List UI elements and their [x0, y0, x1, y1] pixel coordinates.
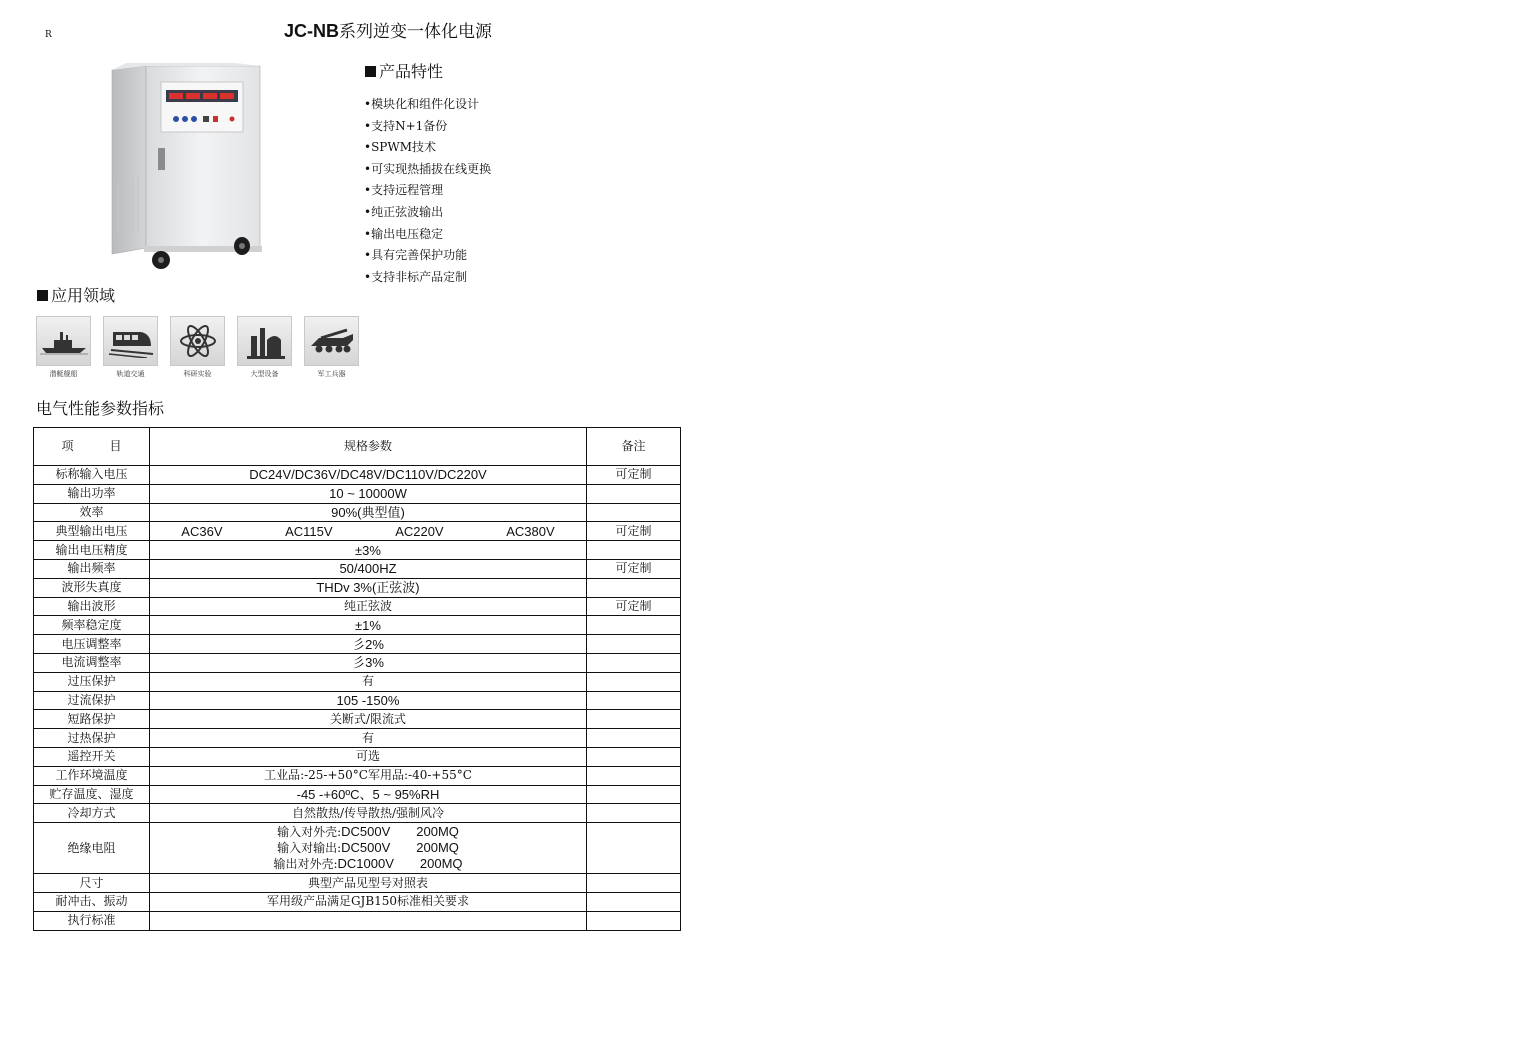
row-note: [587, 710, 681, 729]
table-row: [34, 747, 681, 766]
row-item: 频率稳定度: [34, 616, 150, 635]
row-spec: 有: [150, 729, 587, 748]
row-note: [587, 874, 681, 893]
page-title: [284, 17, 492, 42]
row-note: [587, 691, 681, 710]
row-item: 短路保护: [34, 710, 150, 729]
insulation-line: 输入对外壳:DC500V 200MQ: [277, 824, 459, 840]
table-row: [34, 874, 681, 893]
table-row: [34, 804, 681, 823]
table-row: [34, 892, 681, 911]
row-spec: 50/400HZ: [150, 559, 587, 578]
row-item: 输出电压精度: [34, 541, 150, 560]
table-row: [34, 522, 681, 541]
table-row: [34, 911, 681, 930]
row-item: 工作环境温度: [34, 766, 150, 785]
table-row: [34, 635, 681, 654]
row-spec: 105 -150%: [150, 691, 587, 710]
header-spec: 规格参数: [150, 428, 587, 466]
row-item: 遥控开关: [34, 747, 150, 766]
row-note: [587, 635, 681, 654]
application-item: [36, 316, 91, 379]
row-spec: 关断式/限流式: [150, 710, 587, 729]
row-spec: 10 ~ 10000W: [150, 484, 587, 503]
row-spec: 典型产品见型号对照表: [150, 874, 587, 893]
square-bullet-icon: [365, 66, 376, 77]
atom-icon: [170, 316, 225, 366]
row-note: [587, 892, 681, 911]
row-item: 绝缘电阻: [34, 823, 150, 874]
row-spec: 军用级产品满足GJB150标准相关要求: [150, 892, 587, 911]
table-row: [34, 597, 681, 616]
row-note: [587, 484, 681, 503]
row-note: [587, 785, 681, 804]
row-spec: [150, 823, 587, 874]
row-item: 耐冲击、振动: [34, 892, 150, 911]
row-item: 输出功率: [34, 484, 150, 503]
product-cabinet-image: [106, 60, 268, 274]
row-note: [587, 672, 681, 691]
features-heading: 产品特性: [365, 59, 443, 82]
row-spec: ±1%: [150, 616, 587, 635]
military-vehicle-icon: [304, 316, 359, 366]
table-row: [34, 541, 681, 560]
row-note: [587, 616, 681, 635]
title-code: JC-NB: [284, 21, 340, 41]
row-note: 可定制: [587, 522, 681, 541]
row-item: 执行标准: [34, 911, 150, 930]
title-name: 系列逆变一体化电源: [339, 22, 493, 42]
table-row: [34, 578, 681, 597]
table-row: [34, 653, 681, 672]
row-spec: ±3%: [150, 541, 587, 560]
feature-item: •支持非标产品定制: [364, 269, 468, 284]
table-row: [34, 710, 681, 729]
factory-icon: [237, 316, 292, 366]
feature-item: •输出电压稳定: [364, 226, 444, 241]
voltage-option: AC36V: [181, 523, 223, 539]
row-note: [587, 653, 681, 672]
train-icon: [103, 316, 158, 366]
row-item: 波形失真度: [34, 578, 150, 597]
row-spec: 有: [150, 672, 587, 691]
row-note: [587, 729, 681, 748]
row-spec: 工业品:-25-+50°C军用品:-40-+55°C: [150, 766, 587, 785]
row-spec: [150, 522, 587, 541]
feature-item: •具有完善保护功能: [364, 248, 468, 263]
row-item: 典型输出电压: [34, 522, 150, 541]
row-spec: 彡2%: [150, 635, 587, 654]
row-note: 可定制: [587, 466, 681, 485]
row-item: 尺寸: [34, 874, 150, 893]
table-row: [34, 484, 681, 503]
application-label: 科研实验: [183, 370, 212, 378]
row-spec: 纯正弦波: [150, 597, 587, 616]
feature-item: •模块化和组件化设计: [364, 97, 480, 111]
insulation-line: 输入对输出:DC500V 200MQ: [277, 840, 459, 856]
table-row: [34, 559, 681, 578]
row-item: 过流保护: [34, 691, 150, 710]
table-row: [34, 766, 681, 785]
application-item: [237, 316, 292, 379]
row-note: [587, 823, 681, 874]
application-label: 大型设备: [250, 370, 279, 378]
voltage-option: AC115V: [285, 523, 333, 539]
row-item: 过热保护: [34, 729, 150, 748]
row-spec: THDv 3%(正弦波): [150, 578, 587, 597]
feature-item: •SPWM技术: [364, 140, 436, 155]
table-row: [34, 503, 681, 522]
table-row: [34, 466, 681, 485]
row-item: 标称输入电压: [34, 466, 150, 485]
application-item: [170, 316, 225, 379]
row-item: 过压保护: [34, 672, 150, 691]
applications-heading: 应用领域: [37, 283, 115, 306]
header-note: 备注: [587, 428, 681, 466]
feature-item: •支持远程管理: [364, 183, 444, 198]
application-item: [103, 316, 158, 379]
row-note: [587, 747, 681, 766]
row-item: 冷却方式: [34, 804, 150, 823]
row-note: [587, 804, 681, 823]
params-heading: 电气性能参数指标: [36, 399, 165, 418]
row-spec: 90%(典型值): [150, 503, 587, 522]
row-item: 输出波形: [34, 597, 150, 616]
table-row: [34, 823, 681, 874]
row-spec: 彡3%: [150, 653, 587, 672]
feature-item: •纯正弦波输出: [364, 204, 444, 219]
voltage-option: AC220V: [395, 523, 444, 539]
registered-mark: R: [45, 30, 52, 40]
row-item: 效率: [34, 503, 150, 522]
row-note: [587, 766, 681, 785]
row-note: 可定制: [587, 559, 681, 578]
applications-list: [36, 316, 359, 379]
feature-item: •支持N+1备份: [364, 118, 448, 133]
application-label: 轨道交通: [116, 370, 145, 378]
insulation-line: 输出对外壳:DC1000V 200MQ: [273, 856, 463, 872]
row-item: 电流调整率: [34, 653, 150, 672]
row-note: [587, 503, 681, 522]
spec-table: [33, 427, 681, 931]
row-spec: [150, 911, 587, 930]
application-label: 潜艇舰船: [49, 370, 78, 378]
table-header-row: [34, 428, 681, 466]
row-note: 可定制: [587, 597, 681, 616]
row-spec: DC24V/DC36V/DC48V/DC110V/DC220V: [150, 466, 587, 485]
table-row: [34, 729, 681, 748]
row-note: [587, 541, 681, 560]
row-note: [587, 911, 681, 930]
voltage-option: AC380V: [506, 523, 555, 539]
square-bullet-icon: [37, 290, 48, 301]
row-note: [587, 578, 681, 597]
table-row: [34, 616, 681, 635]
row-item: 输出频率: [34, 559, 150, 578]
ship-icon: [36, 316, 91, 366]
row-item: 电压调整率: [34, 635, 150, 654]
table-row: [34, 691, 681, 710]
table-row: [34, 785, 681, 804]
application-item: [304, 316, 359, 379]
application-label: 军工兵器: [317, 370, 346, 378]
header-item: 项 目: [34, 428, 150, 466]
features-list: [364, 94, 491, 288]
row-item: 贮存温度、湿度: [34, 785, 150, 804]
feature-item: •可实现热插拔在线更换: [364, 161, 492, 176]
row-spec: 自然散热/传导散热/强制风冷: [150, 804, 587, 823]
row-spec: 可选: [150, 747, 587, 766]
row-spec: -45 -+60ºC、5 ~ 95%RH: [150, 785, 587, 804]
table-row: [34, 672, 681, 691]
